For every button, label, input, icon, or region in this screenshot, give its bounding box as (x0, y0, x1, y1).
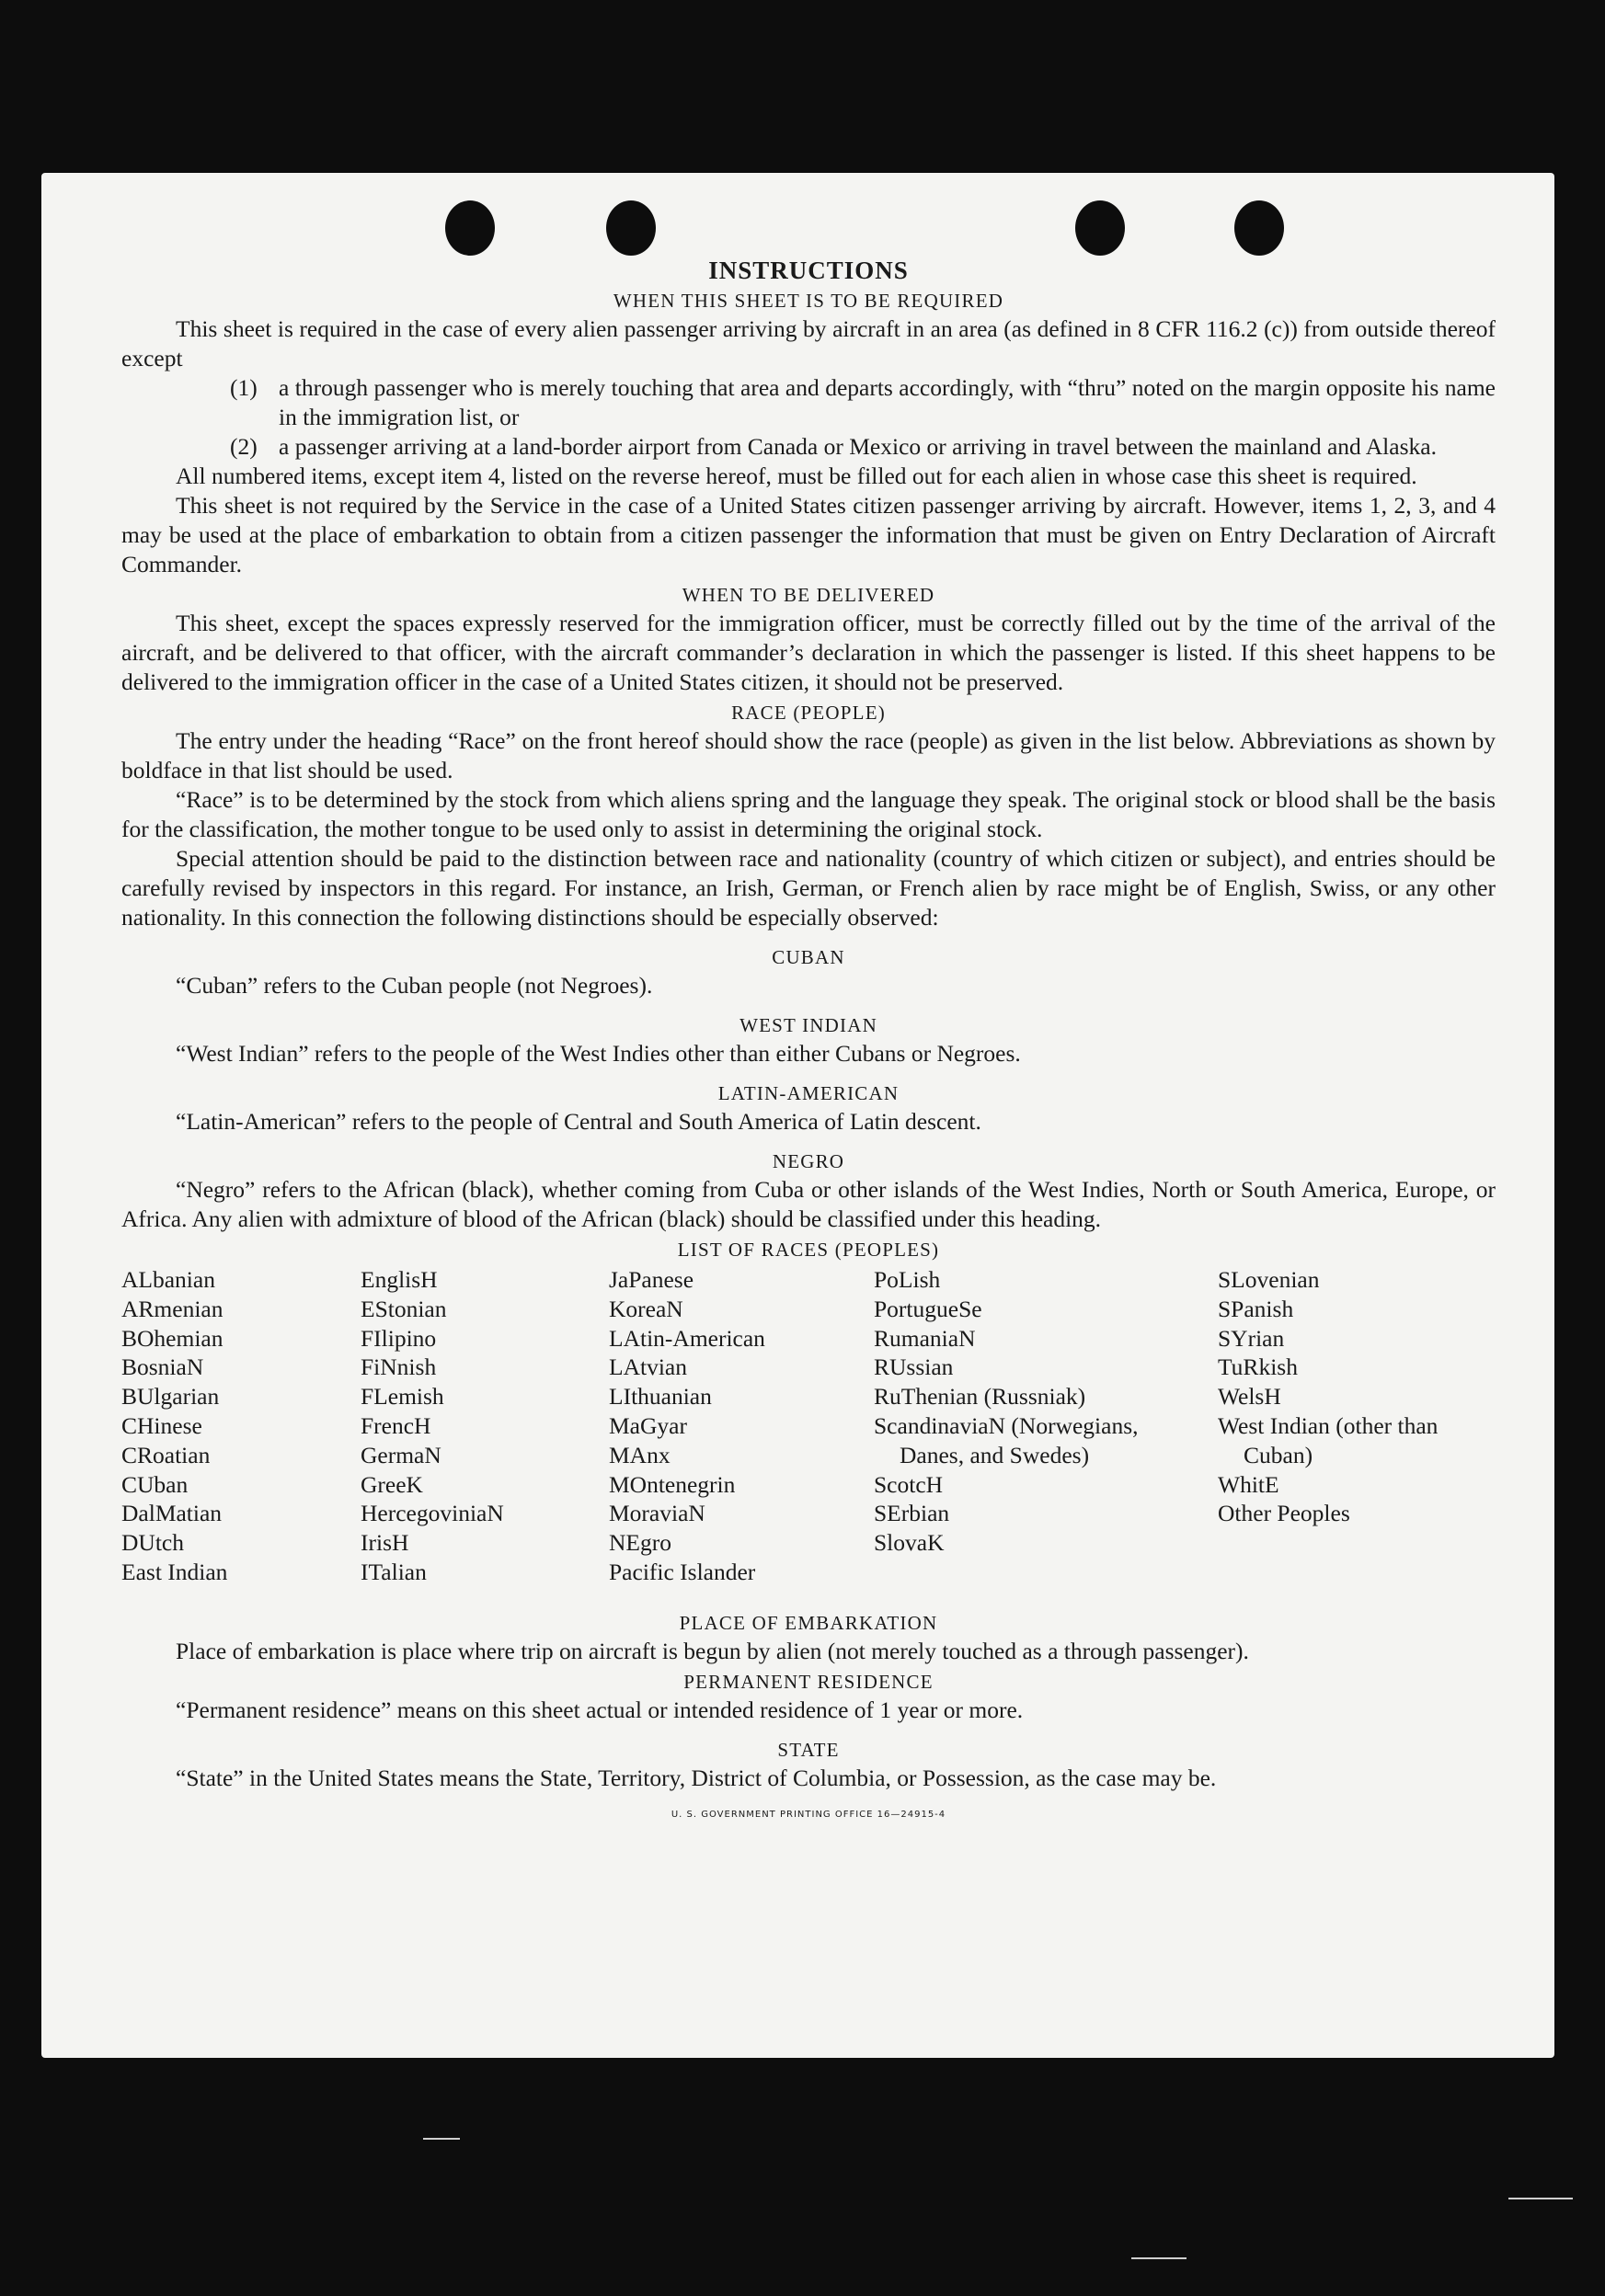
races-column (121, 1265, 342, 1587)
race-entry: EnglisH (361, 1266, 438, 1293)
race-entry: FIlipino (361, 1324, 437, 1352)
race-entry: CHinese (121, 1411, 202, 1439)
race-entry: FrencH (361, 1411, 431, 1439)
paragraph: This sheet is required in the case of every alien passenger arriving by aircraft in an area (as defined in 8 CFR 116.2 (c)) from outside thereof except (121, 315, 1496, 371)
race-entry: WhitE (1218, 1470, 1279, 1498)
item-text: a through passenger who is merely touching that area and departs accordingly, with “thru” noted on the margin opposite his name in the immigration list, or (279, 374, 1496, 430)
races-column (361, 1265, 600, 1587)
race-entry: LIthuanian (609, 1383, 712, 1411)
paragraph: “Cuban” refers to the Cuban people (not Negroes). (176, 972, 653, 999)
paragraph: All numbered items, except item 4, listed on the reverse hereof, must be filled out for each alien in whose case this sheet is required. (176, 463, 1417, 489)
section-heading: CUBAN (772, 946, 845, 968)
race-entry: CRoatian (121, 1441, 211, 1468)
race-entry: BUlgarian (121, 1383, 220, 1411)
document-sheet (41, 173, 1554, 2058)
race-entry: DUtch (121, 1529, 184, 1557)
race-entry: TuRkish (1218, 1354, 1298, 1381)
punch-hole (1075, 200, 1125, 256)
race-entry: EStonian (361, 1295, 447, 1322)
race-entry: FLemish (361, 1383, 444, 1411)
item-number: (1) (230, 374, 258, 401)
race-entry: LAtin-American (609, 1324, 765, 1352)
races-column (609, 1265, 857, 1587)
race-entry: GermaN (361, 1441, 441, 1468)
race-entry: BosniaN (121, 1354, 204, 1381)
race-entry: Other Peoples (1218, 1500, 1350, 1527)
race-entry: JaPanese (609, 1266, 694, 1293)
exception-item (230, 432, 1496, 462)
scan-artifact (423, 2138, 460, 2140)
paragraph: This sheet is not required by the Service in the case of a United States citizen passenger arriving by aircraft. However, items 1, 2, 3, and 4 may be used at the place of embarkation to obtain from a citizen passenger the information that must be given on Entry Declaration of Aircraft Commander. (121, 492, 1496, 577)
race-entry: ScandinaviaN (Norwegians, Danes, and Swedes) (874, 1411, 1139, 1468)
race-entry: ALbanian (121, 1266, 215, 1293)
race-entry: RumaniaN (874, 1324, 976, 1352)
race-entry: LAtvian (609, 1354, 687, 1381)
race-entry: MOntenegrin (609, 1470, 736, 1498)
race-entry: DalMatian (121, 1500, 223, 1527)
race-entry: SLovenian (1218, 1266, 1320, 1293)
punch-hole (1234, 200, 1284, 256)
section-heading: LIST OF RACES (PEOPLES) (677, 1239, 940, 1261)
section-heading: WHEN THIS SHEET IS TO BE REQUIRED (613, 290, 1004, 312)
punch-hole (445, 200, 495, 256)
section-heading: LATIN-AMERICAN (717, 1082, 900, 1104)
race-entry: SPanish (1218, 1295, 1294, 1322)
section-heading: PERMANENT RESIDENCE (683, 1671, 934, 1693)
paragraph: Special attention should be paid to the distinction between race and nationality (country of which citizen or subject), and entries should be carefully revised by inspectors in this regard. For instance, an Irish, German, or French alien by race might be of English, Swiss, or any other nationality. In this connection the following distinctions should be especially observed: (121, 845, 1496, 931)
race-entry: GreeK (361, 1470, 423, 1498)
race-entry: SYrian (1218, 1324, 1285, 1352)
race-entry: RUssian (874, 1354, 954, 1381)
section-heading: WHEN TO BE DELIVERED (682, 584, 935, 606)
race-entry: PoLish (874, 1266, 941, 1293)
section-heading: NEGRO (772, 1150, 845, 1172)
race-entry: KoreaN (609, 1295, 683, 1322)
paragraph: “Negro” refers to the African (black), whether coming from Cuba or other islands of the West Indies, North or South America, Europe, or Africa. Any alien with admixture of blood of the African (black) should be classified under this heading. (121, 1176, 1496, 1232)
section-heading: PLACE OF EMBARKATION (679, 1612, 938, 1634)
race-entry: FiNnish (361, 1354, 437, 1381)
race-entry: West Indian (other than Cuban) (1218, 1411, 1439, 1468)
item-text: a passenger arriving at a land-border airport from Canada or Mexico or arriving in travel between the mainland and Alaska. (279, 433, 1437, 460)
paragraph: Place of embarkation is place where trip on aircraft is begun by alien (not merely touched as a through passenger). (176, 1638, 1249, 1664)
exception-item (230, 373, 1496, 432)
race-entry: CUban (121, 1470, 189, 1498)
race-entry: BOhemian (121, 1324, 224, 1352)
race-entry: ITalian (361, 1558, 427, 1585)
race-entry: HercegoviniaN (361, 1500, 504, 1527)
printer-imprint: U. S. GOVERNMENT PRINTING OFFICE 16—24915-4 (671, 1810, 946, 1820)
race-entry: ScotcH (874, 1470, 944, 1498)
section-heading: STATE (777, 1739, 840, 1761)
scan-artifact (1508, 2198, 1573, 2199)
document-title: INSTRUCTIONS (708, 257, 909, 284)
race-entry: MaGyar (609, 1411, 687, 1439)
race-entry: WelsH (1218, 1383, 1281, 1411)
race-entry: SlovaK (874, 1529, 945, 1557)
race-entry: RuThenian (Russniak) (874, 1383, 1086, 1411)
paragraph: “Latin-American” refers to the people of Central and South America of Latin descent. (176, 1108, 981, 1135)
paragraph: “Race” is to be determined by the stock from which aliens spring and the language they speak. The original stock or blood shall be the basis for the classification, the mother tongue to be used only to assist in determining the original stock. (121, 786, 1496, 842)
race-entry: ARmenian (121, 1295, 224, 1322)
item-number: (2) (230, 433, 258, 460)
race-entry: MAnx (609, 1441, 671, 1468)
race-entry: NEgro (609, 1529, 671, 1557)
scan-artifact (1131, 2257, 1187, 2259)
races-column (874, 1265, 1159, 1558)
race-entry: MoraviaN (609, 1500, 705, 1527)
paragraph: “West Indian” refers to the people of the West Indies other than either Cubans or Negroes. (176, 1040, 1021, 1067)
paragraph: The entry under the heading “Race” on the front hereof should show the race (people) as given in the list below. Abbreviations as shown by boldface in that list should be used. (121, 727, 1496, 783)
section-heading: WEST INDIAN (739, 1014, 877, 1036)
races-column (1218, 1265, 1494, 1528)
list-of-races (121, 1265, 1496, 1607)
paragraph: “Permanent residence” means on this sheet actual or intended residence of 1 year or more. (176, 1696, 1024, 1723)
punch-hole (606, 200, 656, 256)
section-heading: RACE (PEOPLE) (731, 702, 886, 724)
race-entry: East Indian (121, 1558, 228, 1585)
race-entry: SErbian (874, 1500, 950, 1527)
paragraph: “State” in the United States means the State, Territory, District of Columbia, or Possession, as the case may be. (176, 1765, 1217, 1791)
race-entry: PortugueSe (874, 1295, 982, 1322)
race-entry: IrisH (361, 1529, 409, 1557)
paragraph: This sheet, except the spaces expressly reserved for the immigration officer, must be correctly filled out by the time of the arrival of the aircraft, and be delivered to that officer, with the aircraft commander’s declaration in which the passenger is listed. If this sheet happens to be delivered to the immigration officer in the case of a United States citizen, it should not be preserved. (121, 610, 1496, 695)
instructions-content (121, 256, 1496, 1830)
race-entry: Pacific Islander (609, 1558, 756, 1585)
